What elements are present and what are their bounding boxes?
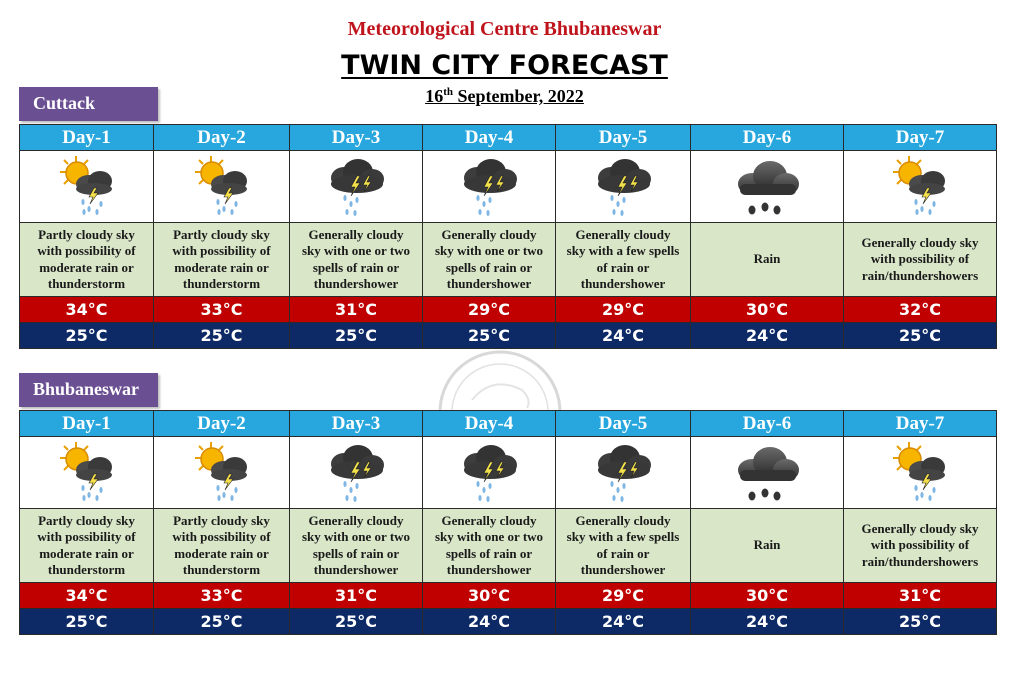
max-temperature: 33°C — [154, 297, 290, 323]
max-temperature: 33°C — [154, 583, 290, 609]
forecast-description: Partly cloudy sky with possibility of moderate rain or thunderstorm — [154, 509, 290, 583]
day-header: Day-5 — [556, 411, 691, 437]
sun-cloud-rain-icon — [20, 440, 153, 506]
max-temperature: 32°C — [844, 297, 997, 323]
day-header: Day-4 — [423, 125, 556, 151]
forecast-description: Generally cloudy sky with one or two spells of rain or thundershower — [423, 509, 556, 583]
date-day: 16 — [425, 86, 444, 106]
max-temperature: 29°C — [556, 297, 691, 323]
seal-watermark — [432, 350, 568, 412]
weather-icon-cell — [691, 437, 844, 509]
min-temperature: 25°C — [154, 323, 290, 349]
weather-icon-cell — [290, 151, 423, 223]
organization-title: Meteorological Centre Bhubaneswar — [347, 18, 662, 40]
page-title — [0, 50, 1009, 81]
weather-icon-cell — [154, 437, 290, 509]
max-temperature: 29°C — [423, 297, 556, 323]
max-temperature: 34°C — [20, 583, 154, 609]
sun-cloud-rain-icon — [154, 154, 289, 220]
forecast-table-bhubaneswar — [19, 410, 997, 635]
day-header: Day-3 — [290, 125, 423, 151]
min-temperature: 25°C — [844, 323, 997, 349]
forecast-description: Rain — [691, 509, 844, 583]
forecast-description: Rain — [691, 223, 844, 297]
sun-cloud-rain-icon — [844, 154, 996, 220]
min-temperature: 25°C — [290, 323, 423, 349]
weather-icon-cell — [556, 437, 691, 509]
forecast-description: Generally cloudy sky with possibility of rain/thundershowers — [844, 509, 997, 583]
day-header: Day-3 — [290, 411, 423, 437]
day-header: Day-6 — [691, 411, 844, 437]
weather-icon-cell — [20, 151, 154, 223]
max-temperature: 30°C — [423, 583, 556, 609]
city-tab-bhubaneswar: Bhubaneswar — [19, 373, 158, 407]
weather-icon-cell — [423, 151, 556, 223]
sun-cloud-rain-icon — [20, 154, 153, 220]
min-temperature: 25°C — [290, 609, 423, 635]
forecast-description: Partly cloudy sky with possibility of moderate rain or thunderstorm — [154, 223, 290, 297]
forecast-description: Generally cloudy sky with possibility of rain/thundershowers — [844, 223, 997, 297]
day-header: Day-7 — [844, 125, 997, 151]
forecast-description: Generally cloudy sky with a few spells of rain or thundershower — [556, 223, 691, 297]
max-temperature: 31°C — [290, 297, 423, 323]
weather-icon-cell — [20, 437, 154, 509]
min-temperature: 25°C — [423, 323, 556, 349]
min-temperature: 25°C — [154, 609, 290, 635]
city-tab-cuttack: Cuttack — [19, 87, 158, 121]
forecast-description: Generally cloudy sky with a few spells of rain or thundershower — [556, 509, 691, 583]
day-header: Day-1 — [20, 411, 154, 437]
weather-icon-cell — [154, 151, 290, 223]
min-temperature: 24°C — [423, 609, 556, 635]
forecast-description: Generally cloudy sky with one or two spells of rain or thundershower — [423, 223, 556, 297]
rain-cloud-icon — [691, 440, 843, 506]
min-temperature: 24°C — [556, 609, 691, 635]
forecast-description: Partly cloudy sky with possibility of moderate rain or thunderstorm — [20, 223, 154, 297]
day-header: Day-2 — [154, 411, 290, 437]
sun-cloud-rain-icon — [154, 440, 289, 506]
min-temperature: 24°C — [691, 609, 844, 635]
day-header: Day-1 — [20, 125, 154, 151]
max-temperature: 30°C — [691, 583, 844, 609]
sun-cloud-rain-icon — [844, 440, 996, 506]
forecast-description: Generally cloudy sky with one or two spells of rain or thundershower — [290, 223, 423, 297]
weather-icon-cell — [844, 437, 997, 509]
thunderstorm-icon — [556, 154, 690, 220]
thunderstorm-icon — [556, 440, 690, 506]
max-temperature: 30°C — [691, 297, 844, 323]
weather-icon-cell — [423, 437, 556, 509]
max-temperature: 29°C — [556, 583, 691, 609]
thunderstorm-icon — [290, 154, 422, 220]
forecast-table-cuttack — [19, 124, 997, 349]
forecast-description: Partly cloudy sky with possibility of moderate rain or thunderstorm — [20, 509, 154, 583]
thunderstorm-icon — [423, 440, 555, 506]
day-header: Day-6 — [691, 125, 844, 151]
thunderstorm-icon — [423, 154, 555, 220]
day-header: Day-5 — [556, 125, 691, 151]
min-temperature: 25°C — [844, 609, 997, 635]
weather-icon-cell — [290, 437, 423, 509]
min-temperature: 24°C — [691, 323, 844, 349]
day-header: Day-2 — [154, 125, 290, 151]
thunderstorm-icon — [290, 440, 422, 506]
min-temperature: 24°C — [556, 323, 691, 349]
day-header: Day-7 — [844, 411, 997, 437]
day-header: Day-4 — [423, 411, 556, 437]
weather-icon-cell — [556, 151, 691, 223]
rain-cloud-icon — [691, 154, 843, 220]
max-temperature: 31°C — [290, 583, 423, 609]
forecast-description: Generally cloudy sky with one or two spells of rain or thundershower — [290, 509, 423, 583]
max-temperature: 31°C — [844, 583, 997, 609]
weather-icon-cell — [691, 151, 844, 223]
weather-icon-cell — [844, 151, 997, 223]
min-temperature: 25°C — [20, 609, 154, 635]
min-temperature: 25°C — [20, 323, 154, 349]
date-rest: September, 2022 — [452, 86, 584, 106]
date-suffix: th — [443, 86, 453, 98]
max-temperature: 34°C — [20, 297, 154, 323]
page-title-text: TWIN CITY FORECAST — [341, 50, 668, 81]
